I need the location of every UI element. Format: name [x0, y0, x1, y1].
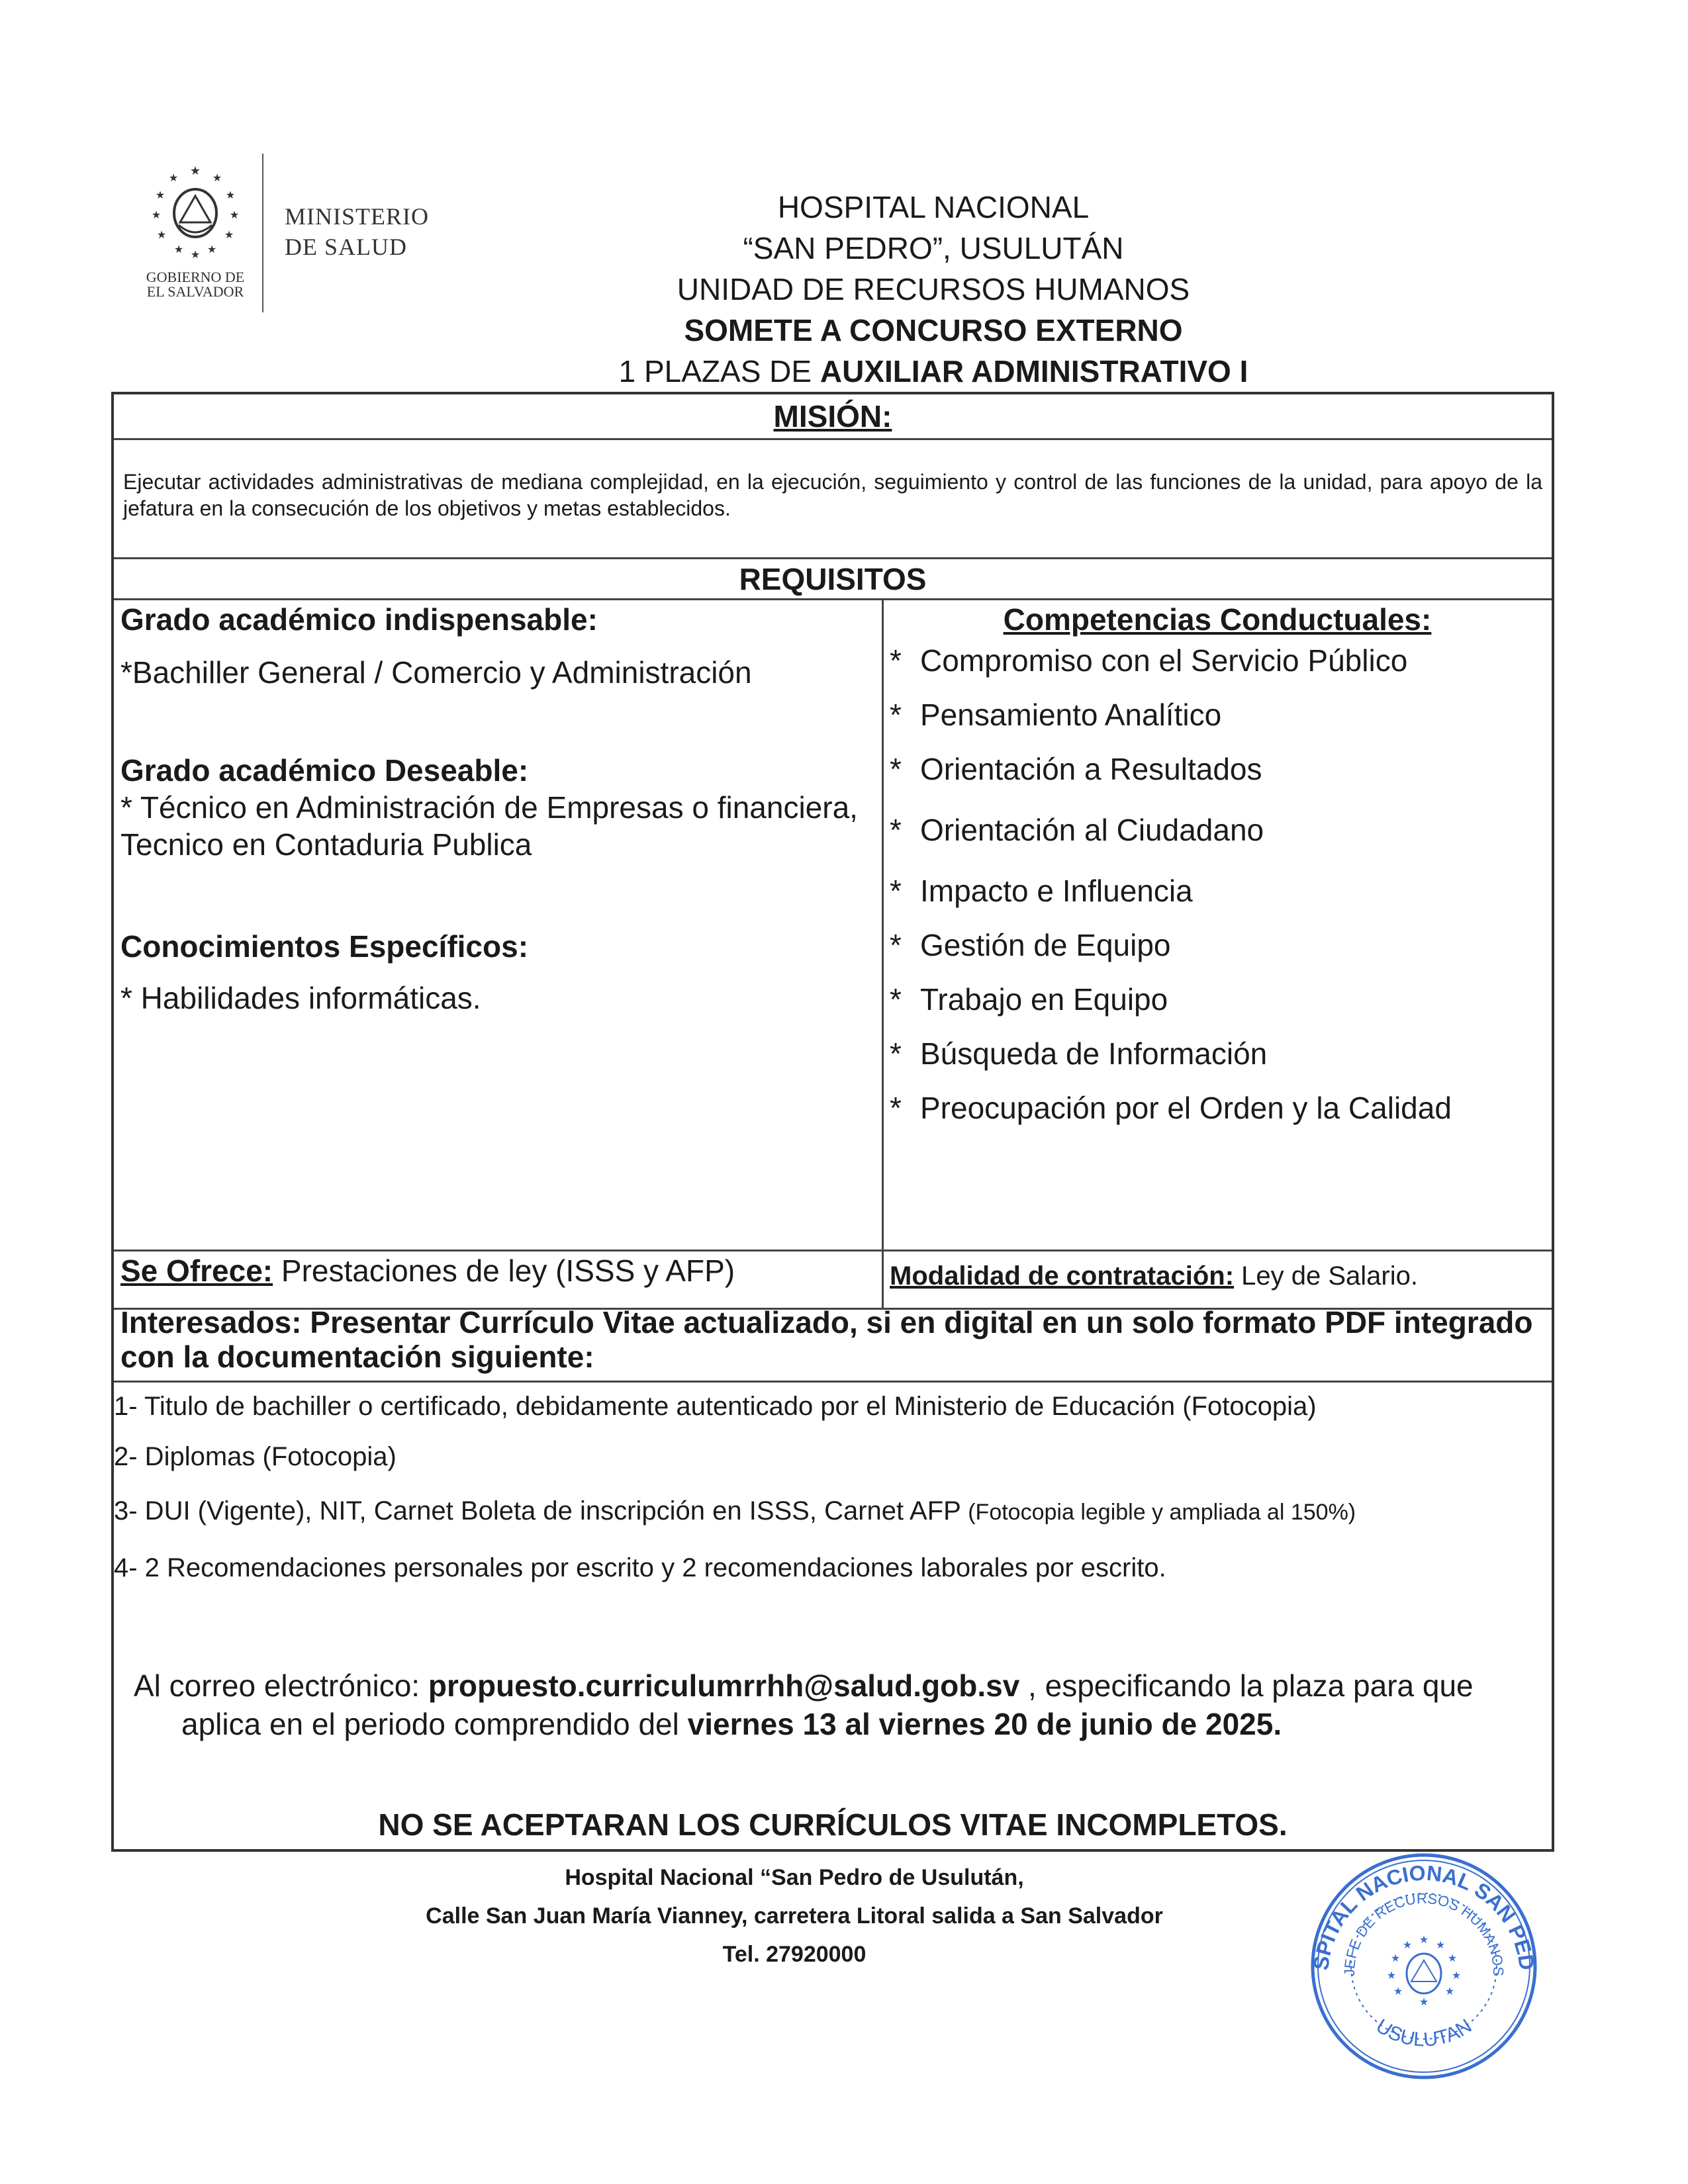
title-line-1: HOSPITAL NACIONAL — [777, 190, 1090, 224]
list-item: 1- Titulo de bachiller o certificado, debidamente autenticado por el Ministerio de Educación (Fotocopia) — [114, 1392, 1317, 1421]
competencia-item: * Compromiso con el Servicio Público — [890, 643, 1408, 678]
divider — [114, 438, 1552, 440]
government-name: GOBIERNO DE EL SALVADOR — [146, 269, 245, 300]
academic-requirements — [120, 601, 882, 1017]
list-item: 4- 2 Recomendaciones personales por escrito y 2 recomendaciones laborales por escrito. — [114, 1553, 1166, 1582]
ministry-name: MINISTERIO DE SALUD — [285, 203, 429, 260]
ofrece: Se Ofrece: Prestaciones de ley (ISSS y AFP) — [120, 1253, 735, 1288]
divider — [114, 1250, 1552, 1251]
svg-text:★: ★ — [1419, 1934, 1429, 1946]
warning-text: NO SE ACEPTARAN LOS CURRÍCULOS VITAE INCOMPLETOS. — [378, 1807, 1288, 1842]
svg-text:★: ★ — [207, 244, 217, 255]
svg-text:★: ★ — [1419, 1997, 1429, 2008]
svg-text:★: ★ — [189, 164, 201, 177]
column-divider — [882, 598, 884, 1309]
deseable-heading: Grado académico Deseable: — [120, 753, 529, 788]
svg-text:★: ★ — [155, 190, 165, 201]
svg-text:★: ★ — [1451, 1970, 1462, 1981]
svg-text:★: ★ — [225, 190, 236, 201]
divider — [114, 598, 1552, 600]
indispensable-heading: Grado académico indispensable: — [120, 602, 598, 637]
svg-text:★: ★ — [168, 173, 179, 184]
government-logo — [126, 159, 265, 311]
email-instructions: Al correo electrónico: propuesto.curriculumrrhh@salud.gob.sv , especificando la plaza para que aplica en el periodo comprendido del viernes 13 al viernes 20 de junio de 2025. — [134, 1668, 1474, 1741]
svg-text:★: ★ — [224, 230, 234, 241]
title-line-5: 1 PLAZAS DE AUXILIAR ADMINISTRATIVO I — [618, 354, 1248, 388]
competencia-item: * Orientación a Resultados — [890, 752, 1262, 786]
title-line-2: “SAN PEDRO”, USULUTÁN — [743, 231, 1124, 265]
svg-text:★: ★ — [156, 230, 167, 241]
divider — [114, 1381, 1552, 1383]
email-address: propuesto.curriculumrrhh@salud.gob.sv — [428, 1668, 1020, 1703]
competencia-item: * Preocupación por el Orden y la Calidad — [890, 1091, 1452, 1125]
svg-text:★: ★ — [190, 250, 201, 261]
svg-text:★: ★ — [1447, 1953, 1458, 1964]
title-line-3: UNIDAD DE RECURSOS HUMANOS — [677, 272, 1190, 306]
svg-text:★: ★ — [1435, 1940, 1446, 1951]
competencias-heading: Competencias Conductuales: — [1003, 602, 1432, 637]
stamp-icon — [1301, 1844, 1546, 2089]
competencia-item: * Orientación al Ciudadano — [890, 813, 1264, 847]
title-line-4: SOMETE A CONCURSO EXTERNO — [684, 313, 1183, 347]
svg-text:★: ★ — [173, 244, 184, 255]
svg-text:HOSPITAL NACIONAL SAN PEDRO: SPITAL NACIONAL SAN PED — [1309, 1860, 1539, 1972]
modalidad: Modalidad de contratación: Ley de Salario. — [890, 1261, 1418, 1291]
competencia-item: * Búsqueda de Información — [890, 1036, 1268, 1071]
indispensable-text: *Bachiller General / Comercio y Administración — [120, 655, 752, 690]
svg-text:USULUTAN: USULUTAN — [1372, 2015, 1476, 2052]
svg-text:★: ★ — [1386, 1970, 1397, 1981]
competencia-item: * Trabajo en Equipo — [890, 982, 1168, 1017]
svg-text:★: ★ — [212, 173, 222, 184]
svg-text:★: ★ — [1393, 1986, 1403, 1997]
requirements-frame — [111, 392, 1554, 1852]
divider — [114, 557, 1552, 559]
official-stamp — [1301, 1844, 1546, 2089]
footer-address: Hospital Nacional “San Pedro de Usulután, Calle San Juan María Vianney, carretera Litoral salida a San Salvador Tel. 27920000 — [426, 1865, 1163, 1967]
svg-text:★: ★ — [1444, 1986, 1455, 1997]
list-item: 2- Diplomas (Fotocopia) — [114, 1442, 397, 1471]
competencia-item: * Gestión de Equipo — [890, 928, 1171, 962]
competencias-column — [890, 601, 1545, 1125]
interesados-text: Interesados: Presentar Currículo Vitae actualizado, si en digital en un solo formato PDF integrado con la documentación siguiente: — [120, 1305, 1533, 1374]
logo-divider — [262, 154, 263, 312]
svg-text:★: ★ — [229, 210, 240, 221]
conocimientos-text: * Habilidades informáticas. — [120, 981, 481, 1015]
coat-of-arms-icon — [139, 159, 252, 271]
svg-text:★: ★ — [151, 210, 162, 221]
announcement-title — [463, 187, 1403, 392]
competencia-item: * Impacto e Influencia — [890, 874, 1193, 908]
deseable-text: * Técnico en Administración de Empresas o financiera, Tecnico en Contaduria Publica — [120, 790, 858, 862]
svg-text:★: ★ — [1402, 1940, 1413, 1951]
mision-text: Ejecutar actividades administrativas de mediana complejidad, en la ejecución, seguimiento y control de las funciones de la unidad, para apoyo de la jefatura en la consecución de los objetivos y metas establecidos. — [123, 470, 1542, 520]
requisitos-heading: REQUISITOS — [739, 562, 927, 596]
svg-text:JEFE DE RECURSOS HUMANOS: JEFE DE RECURSOS HUMANOS — [1340, 1889, 1507, 1977]
competencia-item: * Pensamiento Analítico — [890, 698, 1222, 732]
list-item: 3- DUI (Vigente), NIT, Carnet Boleta de inscripción en ISSS, Carnet AFP (Fotocopia legible y ampliada al 150%) — [114, 1496, 1356, 1525]
conocimientos-heading: Conocimientos Específicos: — [120, 929, 529, 964]
svg-text:★: ★ — [1390, 1953, 1401, 1964]
mision-heading: MISIÓN: — [773, 399, 892, 433]
